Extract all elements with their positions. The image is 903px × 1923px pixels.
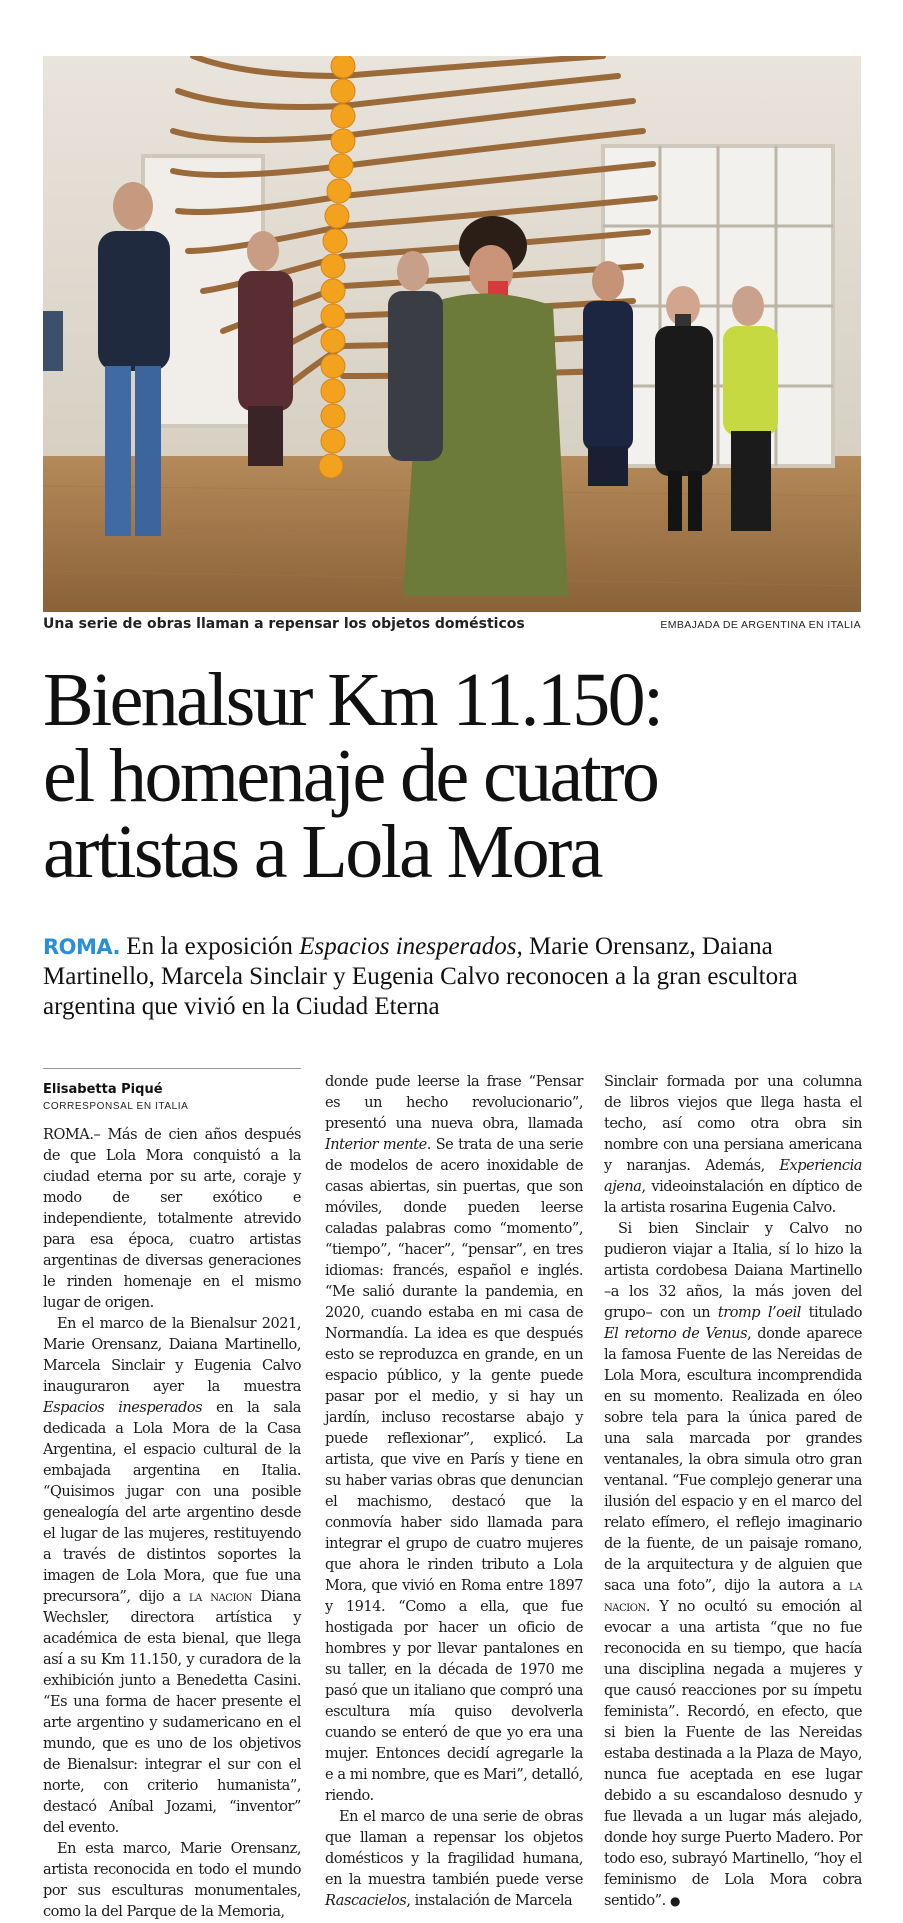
p7-newspaper-name: la nacion <box>604 1578 862 1615</box>
p7-text-a: Si bien Sinclair y Calvo no pudieron viajar a Italia, sí lo hizo la artista cordobesa Daiana Martinello –a los 32 años, la más joven del grupo– con un <box>604 1221 862 1321</box>
photo-credit: EMBAJADA DE ARGENTINA EN ITALIA <box>660 619 861 631</box>
body-column-1 <box>43 1125 301 1923</box>
p2-text-a: En el marco de la Bienalsur 2021, Marie Orensanz, Daiana Martinello, Marcela Sinclair y Eugenia Calvo inauguraron ayer la muestra <box>43 1316 301 1395</box>
body-paragraph-2 <box>43 1314 301 1839</box>
body-column-2 <box>325 1072 583 1912</box>
byline-author: Elisabetta Piqué <box>43 1082 163 1097</box>
byline-divider <box>43 1068 301 1069</box>
p4-text-b: . Se trata de una serie de modelos de acero inoxidable de casas abiertas, sin puertas, que son móviles, donde pueden leerse caladas palabras como “momento”, “tiempo”, “hacer”, “pensar”, en tres idiomas: francés, español e inglés. “Me salió durante la pandemia, en 2020, cuando estaba en mi casa de Normandía. La idea es que después esto se reproduzca en grande, en un espacio público, y la gente puede pasar por el medio, y si hay un jardín, incluso recostarse abajo y puede reflexionar”, explicó. La artista, que vive en París y tiene en su haber varias obras que denuncian el machismo, destacó que la conmovía haber sido llamada para integrar el grupo de cuatro mujeres que ahora le rinden tributo a Lola Mora, que vivió en Roma entre 1897 y 1914. “Como a ella, que fue hostigada por hacer un oficio de hombres y por llevar pantalones en su taller, en la década de 1970 me pasó que un italiano que compró una escultura mía quiso devolverla cuando se enteró de que yo era una mujer. Entonces decidí agregarle la e a mi nombre, que es Mari”, detalló, riendo. <box>325 1137 583 1804</box>
p6-text-a: Sinclair formada por una columna de libros viejos que llega hasta el techo, así como otra obra sin nombre con una persiana americana y naranjas. Además, <box>604 1074 862 1174</box>
headline-line-3: artistas a Lola Mora <box>43 810 601 894</box>
byline-role: CORRESPONSAL EN ITALIA <box>43 1101 189 1112</box>
body-paragraph-5 <box>325 1807 583 1912</box>
caption-text: Una serie de obras llaman a repensar los objetos domésticos <box>43 616 525 632</box>
p2-italic: Espacios inesperados <box>43 1400 203 1416</box>
body-paragraph-4 <box>325 1072 583 1807</box>
body-paragraph-3: En esta marco, Marie Orensanz, artista reconocida en todo el mundo por sus esculturas monumentales, como la del Parque de la Memoria, <box>43 1841 301 1920</box>
photo-caption <box>43 616 861 636</box>
end-mark-icon: ● <box>669 1894 681 1908</box>
p7-text-b: titulado <box>800 1305 862 1321</box>
p7-italic-2: El retorno de Venus <box>604 1326 748 1342</box>
headline-line-1: Bienalsur Km 11.150: <box>43 658 662 742</box>
p2-text-b: en la sala dedicada a Lola Mora de la Casa Argentina, el espacio cultural de la embajada argentina en Italia. “Quisimos jugar con una posible genealogía del arte argentino desde el lugar de las mujeres, restituyendo a través de distintos soportes la imagen de Lola Mora, que fue una precursora”, dijo a <box>43 1400 301 1605</box>
p5-text-a: En el marco de una serie de obras que llaman a repensar los objetos domésticos y la fragilidad humana, en la muestra también puede verse <box>325 1809 583 1888</box>
lead-italic: Espacios inesperados, <box>299 933 523 960</box>
body-paragraph-7 <box>604 1219 862 1912</box>
p2-newspaper-name: la nacion <box>188 1589 253 1605</box>
p7-text-d: . Y no ocultó su emoción al evocar a una artista “que no fue reconocida en su tiempo, que hacía una disciplina negada a mujeres y que causó reacciones por su ímpetu feminista”. Recordó, en efecto, que si bien la Fuente de las Nereidas estaba destinada a la Plaza de Mayo, nunca fue aceptada en ese lugar debido a su escandaloso desnudo y fue llevada a un lugar más alejado, donde hoy surge Puerto Madero. Por todo eso, subrayó Martinello, “hoy el feminismo de Lola Mora cobra sentido”. <box>604 1599 862 1909</box>
body-paragraph-6 <box>604 1072 862 1219</box>
p4-italic: Interior mente <box>325 1137 427 1153</box>
p7-italic-1: tromp l’oeil <box>717 1305 801 1321</box>
headline <box>43 658 883 894</box>
sculpture-exhibition-image <box>43 56 861 612</box>
lead-text-b: Marie Orensanz, Daiana Martinello, Marcela Sinclair y Eugenia Calvo reconocen a la gran escultora argentina que vivió en la Ciudad Eterna <box>43 933 798 1020</box>
lead-paragraph <box>43 932 865 1022</box>
headline-line-2: el homenaje de cuatro <box>43 734 658 818</box>
p6-text-b: , videoinstalación en díptico de la artista rosarina Eugenia Calvo. <box>604 1179 862 1216</box>
p6-italic: Experiencia ajena <box>604 1158 862 1195</box>
p4-text-a: donde pude leerse la frase “Pensar es un hecho revolucionario”, presentó una nueva obra, llamada <box>325 1074 583 1132</box>
p2-text-c: Diana Wechsler, directora artística y académica de esta bienal, que llega así a su Km 11.150, y curadora de la exhibición junto a Benedetta Casini. “Es una forma de hacer presente el arte argentino y sudamericano en el mundo, que es uno de los objetivos de Bienalsur: integrar el sur con el norte, con criterio humanista”, destacó Aníbal Jozami, “inventor” del evento. <box>43 1589 301 1836</box>
p5-text-b: , instalación de Marcela <box>406 1893 573 1909</box>
article-photo <box>43 56 861 612</box>
p7-text-c: , donde aparece la famosa Fuente de las Nereidas de Lola Mora, escultura incomprendida en su momento. Realizada en óleo sobre tela para la única pared de una sala marcada por grandes ventanales, la obra simula otro gran ventanal. “Fue complejo generar una ilusión del espacio y en el marco del relato efímero, el reflejo imaginario de la fuente, de un paisaje romano, de la arquitectura y de alguien que saca una foto”, dijo la autora a <box>604 1326 862 1594</box>
body-paragraph-1: ROMA.– Más de cien años después de que Lola Mora conquistó a la ciudad eterna por su arte, coraje y modo de ser exótico e independiente, totalmente atrevido para esa época, cuatro artistas argentinas de diversas generaciones le rinden homenaje en el mismo lugar de origen. <box>43 1127 301 1311</box>
body-column-3 <box>604 1072 862 1912</box>
p5-italic: Rascacielos <box>325 1893 407 1909</box>
lead-place: ROMA. <box>43 935 121 959</box>
lead-text-a: En la exposición <box>120 933 300 960</box>
